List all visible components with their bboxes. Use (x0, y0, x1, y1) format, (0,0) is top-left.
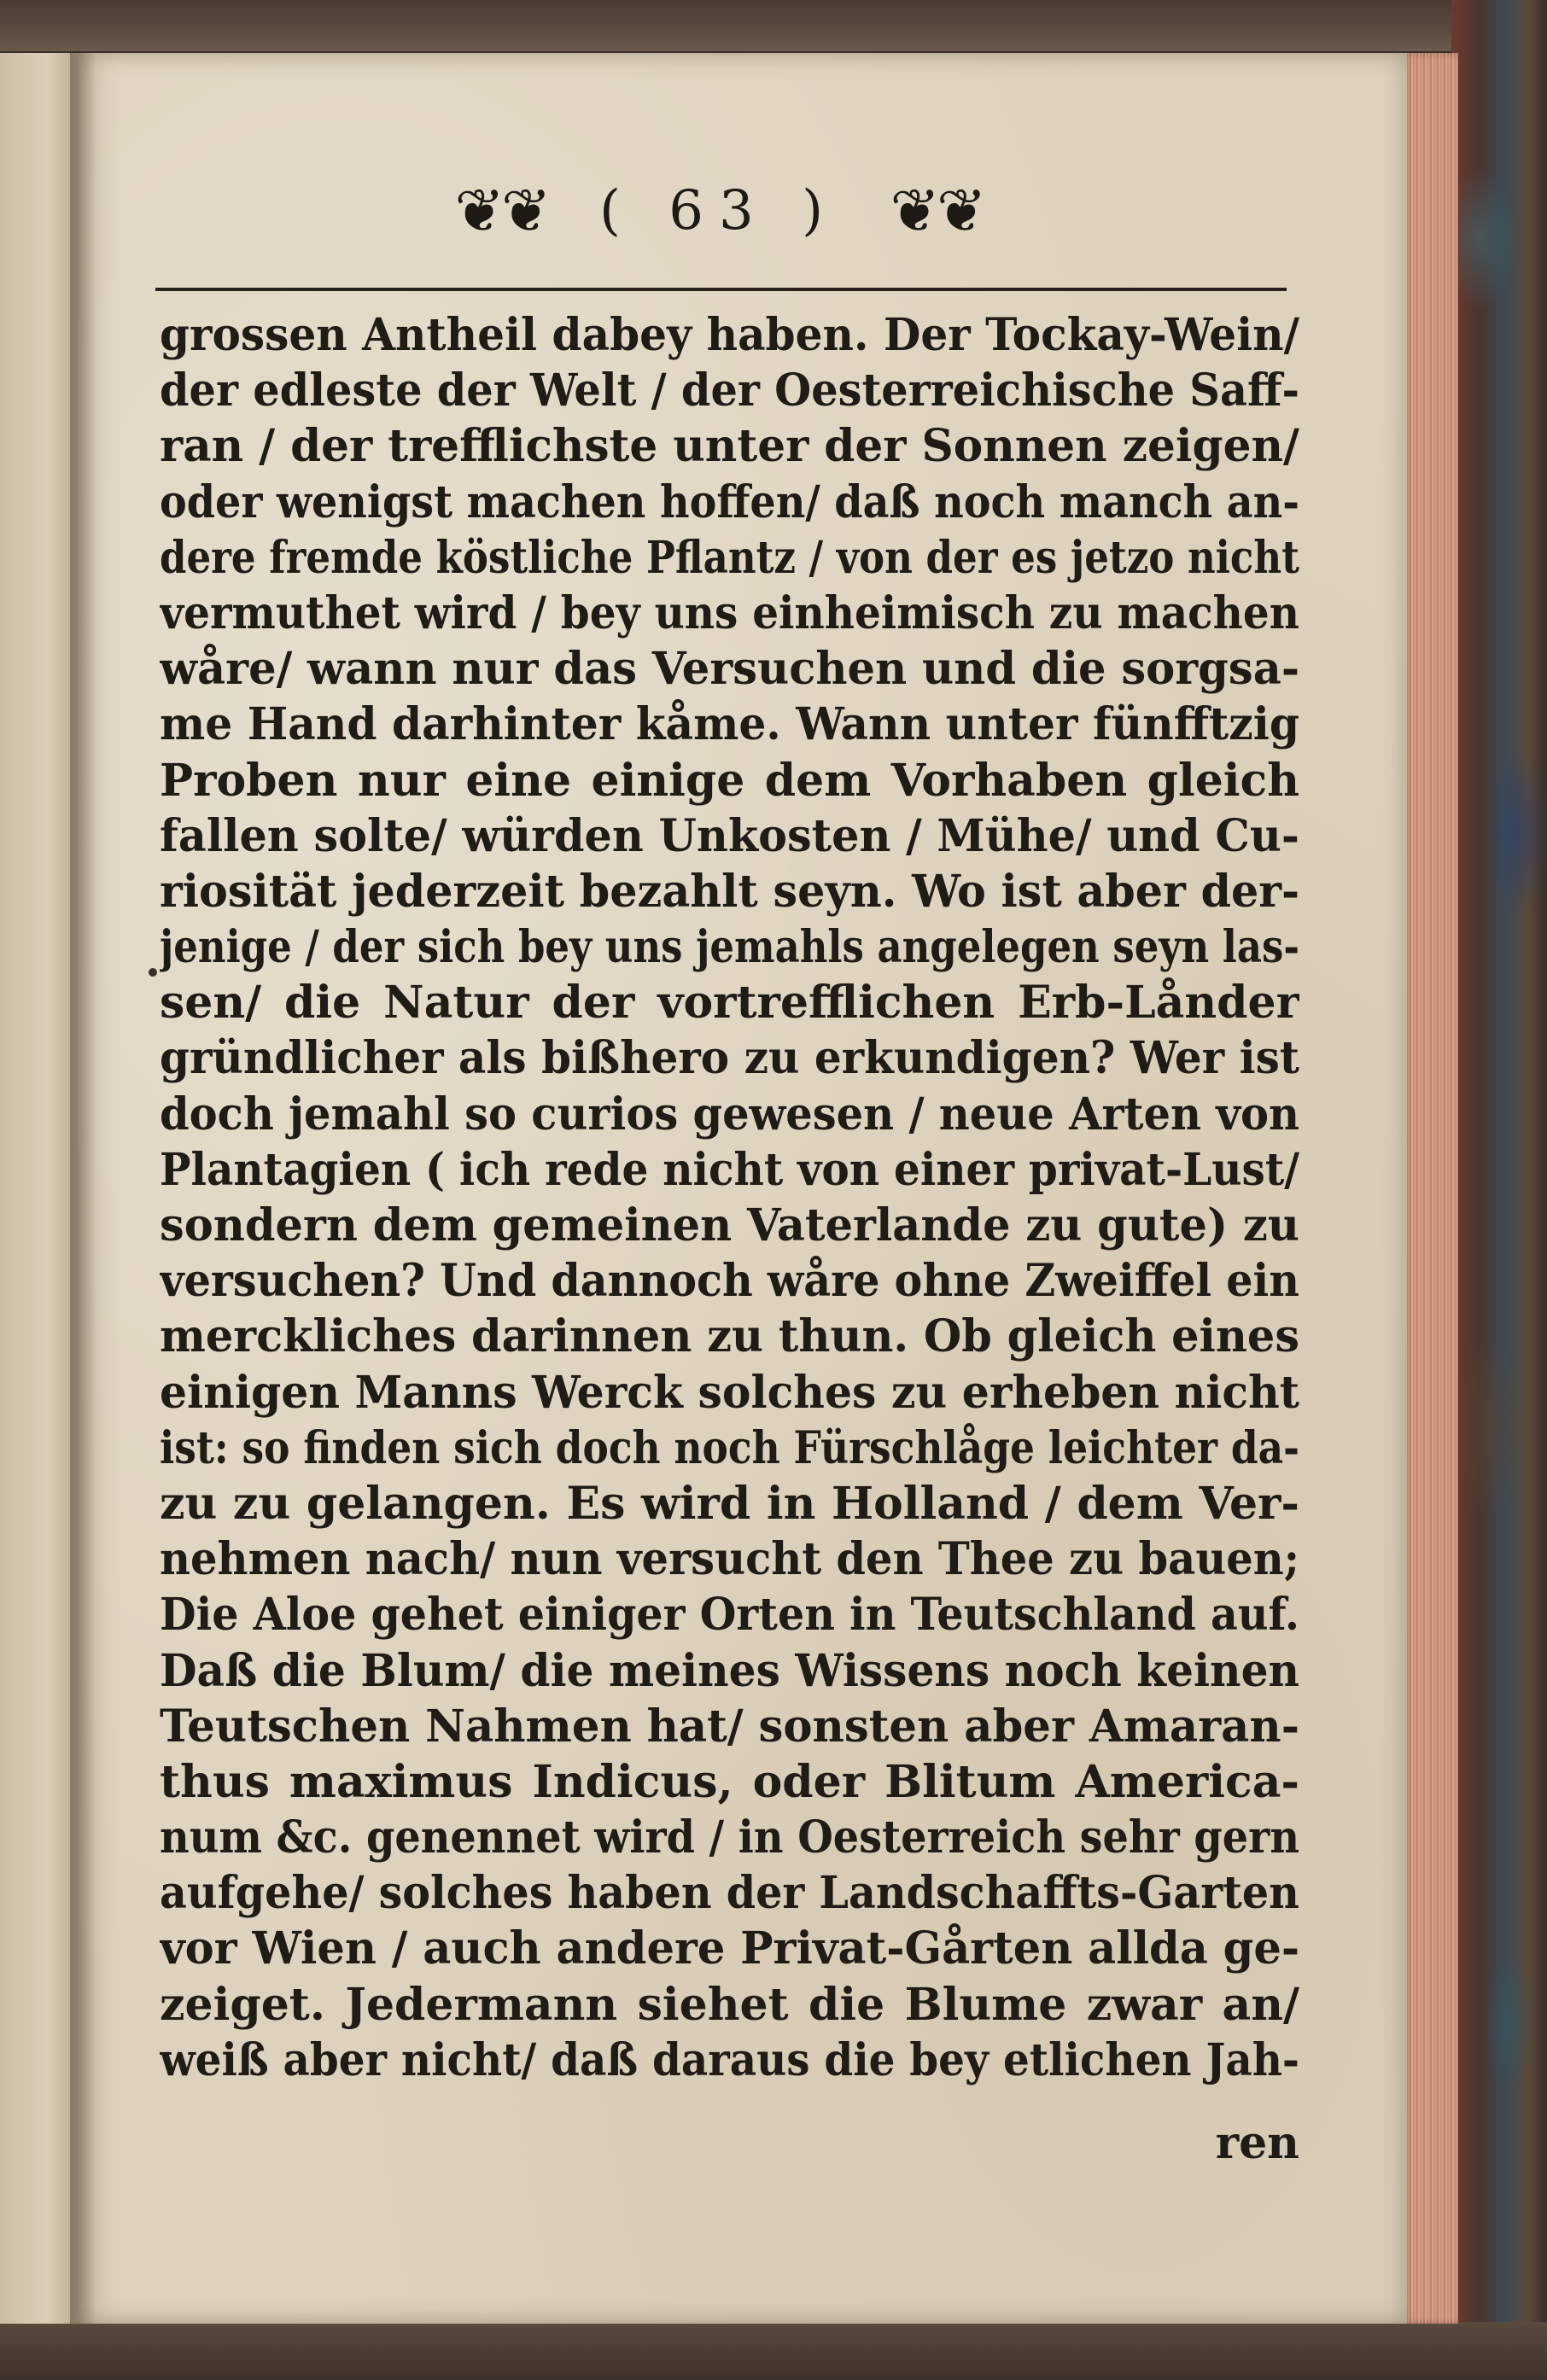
text-line: aufgehe/ solches haben der Landschaffts-Garten (160, 1867, 1299, 1920)
text-line: sondern dem gemeinen Vaterlande zu gute) zu (160, 1199, 1299, 1251)
ornament-left-icon: ❦❦ (454, 175, 548, 246)
paper-speck (149, 968, 157, 977)
text-line: der edleste der Welt / der Oesterreichische Saff- (160, 365, 1300, 417)
cover-board-top (0, 0, 1547, 51)
text-line: weiß aber nicht/ daß daraus die bey etlichen Jah- (160, 2033, 1300, 2086)
text-line: merckliches darinnen zu thun. Ob gleich eines (160, 1310, 1300, 1363)
text-line: nehmen nach/ nun versucht den Thee zu bauen; (160, 1533, 1300, 1586)
catchword: ren (1215, 2117, 1299, 2169)
running-head (164, 160, 1274, 254)
ornament-right-icon: ❦❦ (890, 175, 984, 246)
text-line: Die Aloe gehet einiger Orten in Teutschland auf. (160, 1589, 1299, 1642)
text-line: gründlicher als bißhero zu erkundigen? Wer ist (160, 1032, 1299, 1085)
gutter-shadow (70, 53, 96, 2324)
text-line: dere fremde köstliche Pflantz / von der es jetzo nicht (160, 531, 1299, 584)
header-rule (155, 288, 1287, 291)
text-line: einigen Manns Werck solches zu erheben nicht (160, 1366, 1300, 1419)
text-line: vor Wien / auch andere Privat-Gårten allda ge- (160, 1922, 1300, 1975)
text-line: grossen Antheil dabey haben. Der Tockay-Wein/ (160, 309, 1299, 361)
text-line: ran / der trefflichste unter der Sonnen zeigen/ (160, 420, 1299, 473)
body-text (160, 307, 1299, 2088)
text-line: ist: so finden sich doch noch Fürschlåge leichter da- (160, 1421, 1300, 1474)
text-line: zu zu gelangen. Es wird in Holland / dem Ver- (160, 1477, 1299, 1530)
text-line: zeiget. Jedermann siehet die Blume zwar an/ (160, 1978, 1299, 2031)
book-page (79, 53, 1407, 2324)
page-fore-edge (1400, 53, 1458, 2324)
text-line: sen/ die Natur der vortrefflichen Erb-Lånder (160, 977, 1299, 1030)
text-line: jenige / der sich bey uns jemahls angelegen seyn las- (160, 921, 1300, 974)
text-line: Proben nur eine einige dem Vorhaben gleich (160, 754, 1299, 807)
text-line: oder wenigst machen hoffen/ daß noch manch an- (160, 475, 1299, 528)
text-line: vermuthet wird / bey uns einheimisch zu machen (160, 586, 1299, 639)
text-line: versuchen? Und dannoch wåre ohne Zweiffel ein (160, 1255, 1300, 1308)
text-line: wåre/ wann nur das Versuchen und die sorgsa- (160, 643, 1300, 696)
text-line: Daß die Blum/ die meines Wissens noch keinen (160, 1644, 1300, 1697)
marbled-cover-board (1451, 0, 1547, 2380)
facing-page-edge (0, 53, 79, 2324)
text-line: Plantagien ( ich rede nicht von einer privat-Lust/ (160, 1143, 1300, 1196)
text-line: fallen solte/ würden Unkosten / Mühe/ und Cu- (160, 809, 1299, 862)
text-line: riosität jederzeit bezahlt seyn. Wo ist aber der- (160, 865, 1300, 918)
cover-board-bottom (0, 2322, 1547, 2380)
text-line: doch jemahl so curios gewesen / neue Arten von (160, 1088, 1300, 1140)
text-line: Teutschen Nahmen hat/ sonsten aber Amaran- (160, 1700, 1300, 1753)
text-line: num &c. genennet wird / in Oesterreich sehr gern (160, 1811, 1300, 1864)
text-line: thus maximus Indicus, oder Blitum America- (160, 1755, 1299, 1808)
page-number: ( 63 ) (598, 178, 839, 242)
text-line: me Hand darhinter kåme. Wann unter fünfftzig (160, 698, 1300, 751)
